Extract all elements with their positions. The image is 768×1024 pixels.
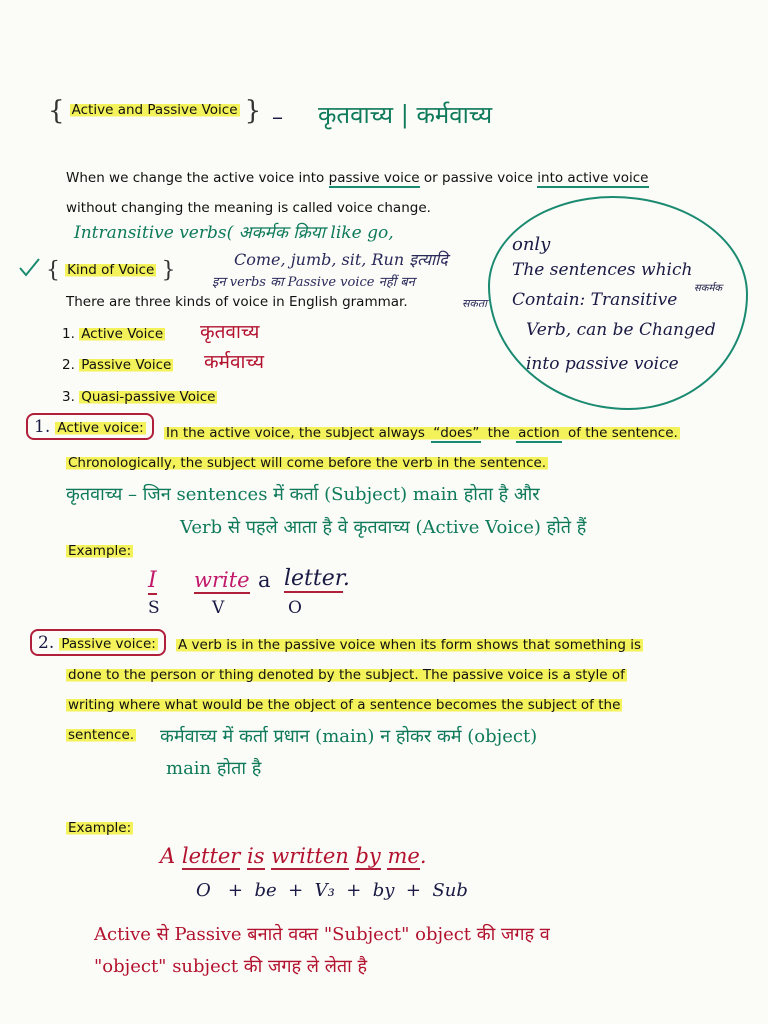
active-num: 1.	[34, 417, 51, 437]
intransitive-note-3: इन verbs का Passive voice नहीं बन	[212, 275, 415, 290]
active-example-label-row	[66, 543, 133, 559]
kind-item-3	[62, 389, 217, 405]
kind-left-brace: {	[46, 258, 60, 283]
kind-item-1-label: Active Voice	[81, 326, 164, 342]
kind-item-3-num: 3.	[62, 389, 75, 405]
kind-right-brace: }	[161, 258, 176, 283]
passive-def-line-4-text: sentence.	[68, 727, 135, 743]
intro-underlined-passive: passive voice	[328, 170, 420, 186]
active-def-b: the	[483, 425, 515, 441]
passive-ex-period: .	[419, 844, 427, 868]
check-mark-icon	[18, 256, 40, 278]
passive-hindi-1: कर्मवाच्य में कर्ता प्रधान (main) न होकर कर्म (object)	[160, 726, 538, 747]
kind-item-3-label: Quasi-passive Voice	[81, 389, 216, 405]
passive-def-line-1	[176, 637, 643, 653]
active-heading-box	[26, 417, 154, 437]
kinds-intro: There are three kinds of voice in English grammar.	[66, 294, 408, 310]
active-def-line-1	[164, 425, 680, 441]
kind-item-2	[62, 357, 173, 373]
title-hindi: कृतवाच्य | कर्मवाच्य	[318, 101, 493, 129]
active-def-action: action	[518, 425, 560, 441]
intro-text-a: When we change the active voice into	[66, 170, 329, 186]
passive-example-label: Example:	[68, 820, 132, 836]
active-ex-word-letter	[284, 566, 350, 591]
passive-num: 2.	[38, 633, 55, 653]
passive-def-line-2	[66, 667, 627, 683]
passive-def-line-3	[66, 697, 622, 713]
kind-item-2-label: Passive Voice	[81, 357, 172, 373]
kind-item-1-num: 1.	[62, 326, 75, 342]
active-ex-v: V	[212, 598, 225, 618]
kind-item-2-hindi: कर्मवाच्य	[204, 351, 264, 373]
passive-ex-sentence	[160, 844, 427, 868]
left-brace: {	[48, 96, 65, 126]
passive-ex-word-by: by	[355, 844, 381, 868]
intro-line-1	[66, 170, 649, 186]
active-heading-border	[26, 413, 154, 440]
kind-item-1	[62, 326, 165, 342]
active-ex-word-a: a	[258, 568, 271, 592]
passive-note-1: Active से Passive बनाते वक्त "Subject" object की जगह व	[94, 924, 550, 945]
passive-ex-word-written: written	[271, 844, 349, 868]
title-dash: –	[272, 105, 283, 130]
active-ex-letter-text: letter	[284, 566, 343, 591]
title-label: Active and Passive Voice	[71, 102, 238, 118]
active-ex-i-text: I	[148, 568, 157, 593]
active-label: Active voice:	[57, 420, 144, 436]
intro-text-c: or passive voice	[419, 170, 538, 186]
cloud-note-line-3	[512, 290, 677, 310]
passive-def-line-2-text: done to the person or thing denoted by the subject. The passive voice is a style of	[68, 667, 625, 683]
active-hindi-2: Verb से पहले आता है वे कृतवाच्य (Active Voice) होते हैं	[180, 517, 587, 538]
active-def-c: of the sentence.	[563, 425, 678, 441]
active-ex-write-text: write	[194, 568, 250, 592]
passive-def-line-3-text: writing where what would be the object of a sentence becomes the subject of the	[68, 697, 621, 713]
active-def-does: “does”	[433, 425, 480, 441]
active-def-line-2	[66, 455, 548, 471]
passive-ex-formula: O + be + V₃ + by + Sub	[196, 880, 468, 901]
active-def-line-2-text: Chronologically, the subject will come before the verb in the sentence.	[68, 455, 547, 471]
active-example-label: Example:	[68, 543, 132, 559]
active-hindi-1: कृतवाच्य – जिन sentences में कर्ता (Subject) main होता है और	[66, 484, 540, 505]
passive-note-2: "object" subject की जगह ले लेता है	[94, 956, 368, 977]
passive-heading-border	[30, 629, 166, 656]
intransitive-note-1: Intransitive verbs( अकर्मक क्रिया like go,	[74, 223, 394, 243]
passive-ex-word-is: is	[247, 844, 265, 868]
right-brace: }	[244, 96, 262, 126]
active-ex-word-write	[194, 568, 250, 592]
intransitive-note-2: Come, jumb, sit, Run इत्यादि	[234, 250, 448, 269]
cloud-note-transitive: Contain: Transitive	[512, 290, 678, 310]
passive-ex-word-a: A	[160, 844, 176, 868]
passive-def-line-4	[66, 727, 136, 743]
passive-label: Passive voice:	[61, 636, 156, 652]
active-ex-s: S	[148, 598, 160, 618]
active-def-a: In the active voice, the subject always	[166, 425, 430, 441]
intro-line-2: without changing the meaning is called voice change.	[66, 200, 431, 216]
passive-example-label-row	[66, 820, 133, 836]
cloud-note-line-4: Verb, can be Changed	[526, 320, 716, 340]
cloud-note-superscript: सकर्मक	[694, 283, 723, 294]
passive-heading-box	[30, 633, 166, 653]
passive-ex-word-me: me	[387, 844, 420, 868]
active-ex-period: .	[342, 566, 350, 591]
active-ex-o: O	[288, 598, 302, 618]
cloud-note-line-2: The sentences which	[512, 260, 693, 280]
active-ex-word-i	[148, 568, 157, 593]
cloud-note-line-5: into passive voice	[526, 354, 679, 374]
passive-def-line-1-text: A verb is in the passive voice when its form shows that something is	[178, 637, 641, 653]
kind-item-2-num: 2.	[62, 357, 75, 373]
intransitive-note-4: सकता	[462, 297, 488, 310]
passive-ex-word-letter: letter	[181, 844, 241, 868]
intro-underlined-active: into active voice	[537, 170, 649, 186]
title-row	[48, 96, 261, 126]
kind-heading-row	[46, 258, 175, 283]
cloud-note-line-1: only	[512, 234, 551, 255]
kind-heading: Kind of Voice	[67, 262, 155, 278]
passive-hindi-2: main होता है	[166, 758, 262, 779]
kind-item-1-hindi: कृतवाच्य	[200, 321, 260, 343]
